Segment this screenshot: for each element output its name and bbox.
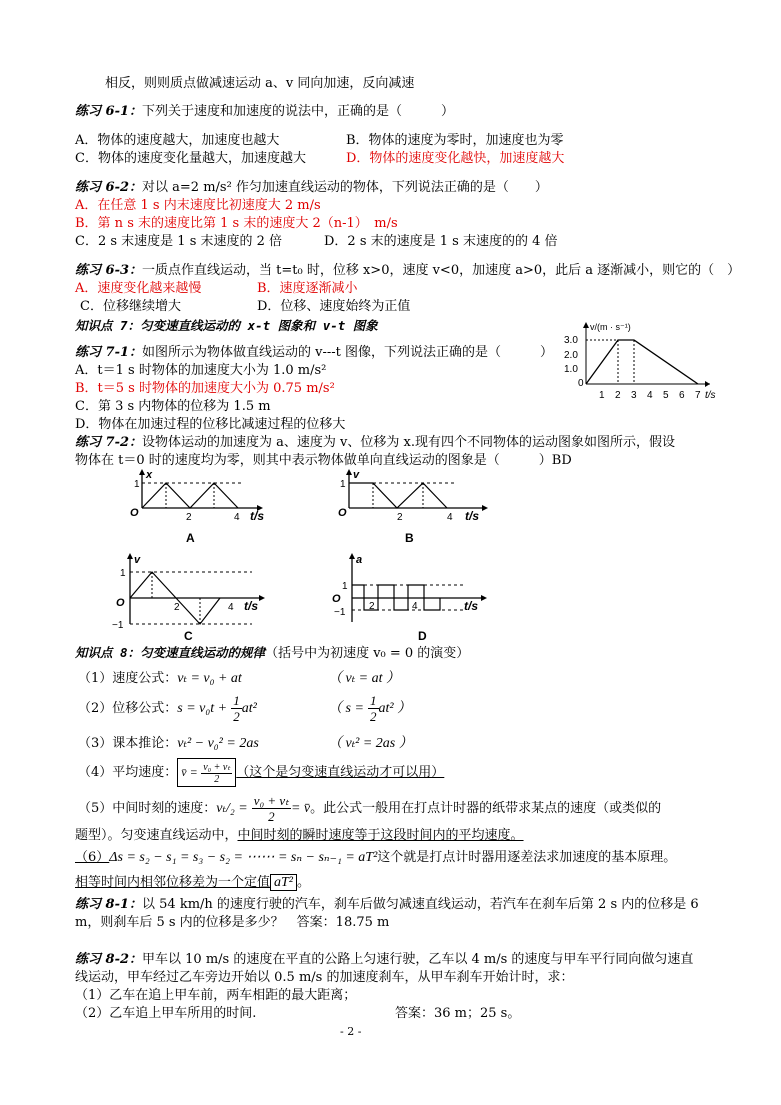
question-text: 以 54 km/h 的速度行驶的汽车，刹车后做匀减速直线运动，若汽车在刹车后第 2 s 内的位移是 6 [142,897,699,912]
exercise-6-1 [75,104,454,120]
option-d: D．2 s 末的速度是 1 s 末速度的的 4 倍 [324,234,558,249]
unit-label: t/s [250,509,265,523]
graph-c [112,552,292,642]
exercise-label: 练习 6-3： [75,263,143,278]
y-tick: 2.0 [564,350,578,361]
graph-letter: D [418,629,427,642]
period: 。 [297,875,311,890]
formula-expression: Δs = s₂ − s₁ = s₃ − s₂ = ⋯⋯ = sₙ − sₙ₋₁ = aT² [109,850,378,865]
option-d: D．位移、速度始终为正值 [257,299,411,314]
fraction-half: $\frac{1}{2}$ [370,693,377,724]
question-text: 甲车以 10 m/s 的速度在平直的公路上匀速行驶，乙车以 4 m/s 的速度与甲车平行同向做匀速直 [142,952,694,967]
formula-label: （3）课本推论： [78,736,178,751]
exercise-label: 练习 7-1： [75,345,143,360]
exercise-6-3 [75,263,740,279]
option-c: C．2 s 末速度是 1 s 末速度的 2 倍 [75,234,283,249]
x-tick: 2 [615,390,621,401]
x-tick: 5 [663,390,669,401]
exercise-8-2 [75,952,693,968]
tick-2: 2 [397,512,403,523]
tick-neg1: −1 [334,607,346,618]
y-tick: 3.0 [564,335,578,346]
axis-label-v: v [353,469,360,481]
option-b-answer: B．t＝5 s 时物体的加速度大小为 0.75 m/s² [75,381,335,396]
x-axis-unit: t/s [705,390,716,401]
exercise-8-1 [75,897,699,913]
unit-label: t/s [465,509,480,523]
exercise-label: 练习 6-1： [75,104,143,119]
formula-2-variant [328,692,411,726]
exercise-label: 练习 7-2： [75,435,143,450]
formula-expression: vₜ² − v₀² = 2as [177,736,259,751]
formula-label: （6） [75,850,110,865]
option-a-answer: A．速度变化越来越慢 [75,281,202,296]
question-text: 如图所示为物体做直线运动的 v---t 图像，下列说法正确的是（ ） [142,345,554,360]
x-tick: 3 [631,390,637,401]
y-axis-label: v/(m · s⁻¹) [590,322,631,332]
tick-4: 4 [412,601,418,612]
formula-4 [78,758,444,787]
formula-5-cont [75,828,524,844]
formula-description-underlined: 相等时间内相邻位移差为一个定值 [75,875,271,890]
answer-text: 答案：36 m；25 s。 [395,1006,521,1021]
formula-expression: vₜ = v₀ + at [177,671,242,686]
x-tick: 7 [695,390,701,401]
tick-4: 4 [447,512,453,523]
formula-variant-right: at² ） [378,701,412,716]
tick-1: 1 [342,581,348,592]
tick-4: 4 [234,512,240,523]
formula-label: （5）中间时刻的速度： [78,801,217,816]
option-c: C．第 3 s 内物体的位移为 1.5 m [75,399,271,414]
formula-2 [78,692,257,726]
x-tick: 6 [679,390,685,401]
fraction-half: $\frac{1}{2}$ [233,693,240,724]
constant-box: aT² [270,874,297,891]
formula-3-variant: （ vₜ² = 2as ） [328,736,413,751]
option-d-answer: D．物体的速度变化越快，加速度越大 [346,151,565,166]
formula-lhs: vₜ/₂ = [216,801,248,816]
sub-question-1: （1）乙车在追上甲车前，两车相距的最大距离； [75,988,357,1003]
exercise-label: 练习 8-1： [75,897,143,912]
question-text-cont: 线运动，甲车经过乙车旁边开始以 0.5 m/s 的加速度刹车，从甲车刹车开始计时，求： [75,970,574,985]
knowledge-point-8-heading [75,645,469,662]
option-b: B．物体的速度为零时，加速度也为零 [346,133,564,148]
exercise-label: 练习 8-2： [75,952,143,967]
tick-1: 1 [120,568,126,579]
unit-label: t/s [464,599,479,613]
axis-label-v: v [134,554,141,566]
formula-1-variant: （ vₜ = at ） [328,671,401,686]
formula-6 [75,850,676,866]
formula-label: （4）平均速度： [78,765,178,780]
tick-2: 2 [186,512,192,523]
intro-line: 相反，则则质点做减速运动 a、v 同向加速，反向减速 [105,76,415,91]
x-tick: 1 [599,390,605,401]
formula-description-underlined: 中间时刻的瞬时速度等于这段时间内的平均速度。 [237,828,524,843]
option-b-answer: B．速度逐渐减小 [257,281,358,296]
graph-letter: C [184,629,193,642]
tick-2: 2 [174,602,180,613]
knowledge-point-7-heading: 知识点 7：匀变速直线运动的 x-t 图象和 v-t 图象 [75,318,378,333]
tick-2: 2 [369,601,375,612]
exercise-7-1 [75,345,553,361]
formula-description: 题型）。匀变速直线运动中， [75,828,238,843]
formula-note: （这个是匀变速直线运动才可以用） [236,765,445,780]
question-text: 设物体运动的加速度为 a、速度为 v、位移为 x.现有四个不同物体的运动图象如图所示，假设 [142,435,675,450]
question-text-cont: m，则刹车后 5 s 内的位移是多少？ 答案：18.75 m [75,915,390,930]
formula-5 [78,792,661,826]
graph-letter: A [186,531,195,545]
tick-1: 1 [134,479,140,490]
exercise-label: 练习 6-2： [75,180,143,195]
option-b-answer: B．第 n s 末的速度比第 1 s 末的速度大 2（n-1） m/s [75,216,398,231]
formula-expression-left: s = v₀t + [177,701,228,716]
heading-title: 知识点 8：匀变速直线运动的规律 [75,645,266,660]
heading-note: （括号中为初速度 v₀ = 0 的演变） [265,646,470,661]
tick-neg1: −1 [112,620,124,631]
graph-b [335,468,515,548]
exercise-6-2 [75,180,548,196]
option-a-answer: A．在任意 1 s 内末速度比初速度大 2 m/s [75,198,321,213]
formula-label: （1）速度公式： [78,671,178,686]
exercise-7-2 [75,435,675,451]
option-a: A．t＝1 s 时物体的加速度大小为 1.0 m/s² [75,363,327,378]
graph-d [324,552,514,642]
sub-question-2: （2）乙车追上甲车所用的时间. [75,1006,257,1021]
formula-expression-right: at² [241,701,257,716]
x-tick: 4 [647,390,653,401]
axis-label-x: x [146,469,153,481]
formula-rhs: = v̄ [290,801,311,816]
tick-4: 4 [228,602,234,613]
option-d: D．物体在加速过程的位移比减速过程的位移大 [75,417,346,432]
graph-letter: B [405,531,414,545]
formula-variant-left: （ s = [328,701,364,716]
formula-3 [78,736,259,752]
formula-description: 。此公式一般用在打点计时器的纸带求某点的速度（或类似的 [310,801,662,816]
formula-1 [78,671,242,687]
axis-label-a: a [356,554,363,566]
origin-label: O [338,507,347,519]
origin-label: O [332,593,341,605]
formula-label: （2）位移公式： [78,701,178,716]
y-tick: 1.0 [564,364,578,375]
question-text: 一质点作直线运动，当 t=t₀ 时，位移 x>0，速度 v<0，加速度 a>0，此后 a 逐渐减小，则它的（ ） [142,263,741,278]
fraction: $\frac{\text{v₀ + vₜ}}{2}$ [253,793,289,824]
y-tick: 0 [578,378,584,389]
formula-description: 这个就是打点计时器用逐差法求加速度的基本原理。 [377,850,677,865]
origin-label: O [130,507,139,519]
unit-label: t/s [244,599,259,613]
question-text: 对以 a=2 m/s² 作匀加速直线运动的物体，下列说法正确的是（ ） [142,180,548,195]
average-velocity-box: v̄ = $\frac{\text{v₀ + vₜ}}{2}$ [177,758,236,787]
tick-1: 1 [340,479,346,490]
vt-graph-figure [560,318,720,404]
option-a: A．物体的速度越大，加速度也越大 [75,133,280,148]
question-text-cont: 物体在 t＝0 时的速度均为零，则其中表示物体做单向直线运动的图象是（ ）BD [75,453,572,468]
formula-6-cont [75,873,310,893]
graph-a [110,468,290,548]
origin-label: O [116,597,125,609]
option-c: C．位移继续增大 [80,299,181,314]
option-c: C．物体的速度变化量越大，加速度越大 [75,151,306,166]
page-number: - 2 - [340,1025,362,1038]
question-text: 下列关于速度和加速度的说法中，正确的是（ ） [142,104,455,119]
